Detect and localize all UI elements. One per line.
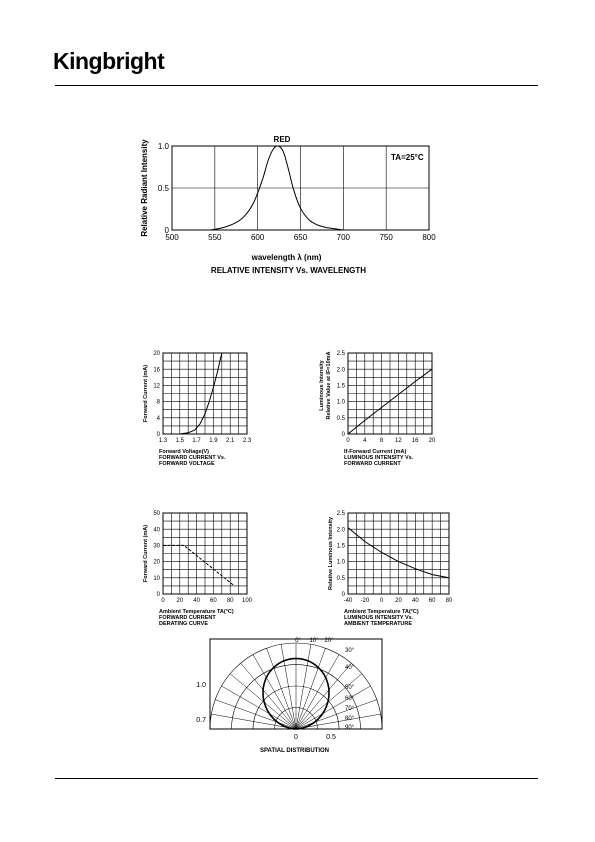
luminous-intensity-vs-current-title: LUMINOUS INTENSITY Vs. (344, 455, 414, 461)
spatial-distribution-angle-label: 10° (309, 638, 319, 644)
spectrum-ytick: 1.0 (157, 141, 169, 151)
forward-current-vs-voltage-xtick: 2.1 (226, 438, 235, 444)
derating-curve-xtick: 40 (193, 598, 200, 604)
derating-curve-xtick: 100 (241, 598, 253, 604)
derating-curve-xtick: 80 (226, 598, 234, 604)
spatial-distribution-angle-label: 80° (345, 716, 355, 722)
forward-current-vs-voltage-xtick: 1.7 (192, 438, 201, 444)
luminous-intensity-vs-current-xtick: 16 (411, 438, 419, 444)
derating-curve-title: FORWARD CURRENT (159, 615, 216, 621)
spectrum-xtick: 650 (293, 233, 308, 242)
forward-current-vs-voltage-title: FORWARD VOLTAGE (159, 461, 215, 467)
luminous-intensity-vs-current-ytick: 1.5 (336, 383, 345, 390)
forward-current-vs-voltage-xlabel: Forward Voltage(V) (159, 449, 210, 455)
derating-curve-xtick: 0 (161, 598, 165, 604)
luminous-intensity-vs-current-ytick: 0.5 (336, 415, 345, 422)
derating-curve-xlabel: Ambient Temperature TA(°C) (159, 609, 234, 615)
luminous-intensity-vs-temperature-xtick: 80 (445, 598, 453, 604)
derating-curve-ytick: 30 (153, 543, 160, 550)
brand-logo: Kingbright (53, 48, 165, 74)
luminous-intensity-vs-temperature-title: LUMINOUS INTENSITY Vs. (344, 615, 414, 621)
derating-curve-title: DERATING CURVE (159, 621, 208, 627)
derating-curve-xtick: 20 (176, 598, 184, 604)
derating-curve-ytick: 50 (153, 511, 160, 518)
forward-current-vs-voltage-xtick: 2.3 (242, 438, 252, 444)
spatial-distribution-angle-label: 20° (324, 638, 334, 644)
luminous-intensity-vs-current-ylabel: Luminous Intensity (319, 360, 325, 411)
spatial-distribution-radial-label: 0 (294, 734, 298, 741)
luminous-intensity-vs-temperature-ytick: 2.0 (336, 527, 345, 534)
forward-current-vs-voltage-ytick: 12 (153, 383, 160, 390)
spectrum-ytick: 0 (164, 225, 169, 235)
luminous-intensity-vs-temperature-ytick: 0 (341, 592, 345, 599)
derating-curve-ytick: 20 (153, 559, 160, 566)
derating-curve-ytick: 10 (153, 575, 160, 582)
spectrum-ytick: 0.5 (157, 183, 169, 193)
luminous-intensity-vs-current-xtick: 8 (379, 438, 384, 444)
spatial-distribution-angle-label: 0° (295, 638, 301, 644)
spectrum-condition: TA=25°C (391, 153, 424, 162)
spatial-distribution-angle-label: 90° (345, 725, 355, 731)
luminous-intensity-vs-current-ytick: 2.5 (336, 351, 345, 358)
spectrum-xtick: 500 (165, 233, 179, 242)
luminous-intensity-vs-current-xtick: 12 (395, 438, 402, 444)
forward-current-vs-voltage-ytick: 0 (156, 432, 160, 439)
luminous-intensity-vs-temperature-xtick: 0 (379, 598, 384, 604)
luminous-intensity-vs-current-ylabel: Relative Value at IF=10mA (326, 351, 332, 420)
derating-curve-ylabel: Forward Current (mA) (143, 524, 149, 583)
luminous-intensity-vs-current-title: FORWARD CURRENT (344, 461, 401, 467)
luminous-intensity-vs-temperature-ytick: 2.5 (336, 511, 345, 518)
forward-current-vs-voltage-xtick: 1.3 (158, 438, 168, 444)
luminous-intensity-vs-current-ytick: 2.0 (336, 367, 345, 374)
spectrum-xtick: 700 (336, 233, 351, 242)
forward-current-vs-voltage-ytick: 8 (156, 399, 160, 406)
luminous-intensity-vs-temperature-xlabel: Ambient Temperature TA(°C) (344, 609, 419, 615)
spatial-distribution-angle-label: 60° (345, 696, 355, 702)
luminous-intensity-vs-temperature-xtick: 60 (428, 598, 436, 604)
derating-curve-ytick: 0 (156, 592, 160, 599)
forward-current-vs-voltage-ytick: 4 (156, 415, 160, 422)
forward-current-vs-voltage-xtick: 1.9 (209, 438, 218, 444)
spatial-distribution-radial-label: 0.7 (196, 717, 206, 724)
spectrum-xtick: 600 (250, 233, 265, 242)
derating-curve-ytick: 40 (153, 527, 160, 534)
spatial-distribution-angle-label: 40° (345, 665, 355, 671)
luminous-intensity-vs-current-xlabel: If-Forward Current (mA) (344, 449, 407, 455)
luminous-intensity-vs-temperature-title: AMBIENT TEMPERATURE (344, 621, 413, 627)
derating-curve-series-line (163, 545, 234, 586)
derating-curve-xtick: 60 (210, 598, 217, 604)
spatial-distribution-angle-label: 50° (345, 685, 355, 691)
forward-current-vs-voltage-xtick: 1.5 (175, 438, 184, 444)
luminous-intensity-vs-temperature-ytick: 1.0 (336, 559, 345, 566)
spatial-distribution-radial-label: 1.0 (196, 682, 206, 689)
luminous-intensity-vs-temperature-xtick: -40 (343, 598, 353, 604)
spatial-distribution-title: SPATIAL DISTRIBUTION (260, 748, 329, 754)
luminous-intensity-vs-temperature-ylabel: Relative Luminous Intensity (328, 516, 334, 591)
spectrum-xtick: 800 (422, 233, 436, 242)
spectrum-xtick: 550 (208, 233, 222, 242)
spectrum-xtick: 750 (379, 233, 393, 242)
luminous-intensity-vs-current-xtick: 20 (428, 438, 436, 444)
forward-current-vs-voltage-ytick: 20 (153, 351, 160, 358)
luminous-intensity-vs-temperature-xtick: -20 (360, 598, 370, 604)
luminous-intensity-vs-current-ytick: 1.0 (336, 399, 345, 406)
luminous-intensity-vs-temperature-xtick: 40 (411, 598, 419, 604)
spectrum-ylabel: Relative Radiant Intensity (140, 139, 149, 237)
forward-current-vs-voltage-ylabel: Forward Current (mA) (143, 364, 149, 423)
spatial-distribution-radial-label: 0.5 (326, 734, 336, 741)
spectrum-xlabel: wavelength λ (nm) (251, 253, 322, 262)
forward-current-vs-voltage-title: FORWARD CURRENT Vs. (159, 455, 226, 461)
luminous-intensity-vs-current-xtick: 4 (363, 438, 367, 444)
luminous-intensity-vs-temperature-ytick: 1.5 (336, 543, 345, 550)
luminous-intensity-vs-temperature-ytick: 0.5 (336, 575, 345, 582)
spectrum-series-label: RED (273, 135, 291, 144)
spatial-distribution-angle-label: 30° (345, 648, 355, 654)
spatial-distribution-angle-label: 70° (345, 706, 355, 712)
luminous-intensity-vs-current-xtick: 0 (346, 438, 350, 444)
luminous-intensity-vs-temperature-xtick: 20 (395, 598, 402, 604)
luminous-intensity-vs-current-ytick: 0 (341, 432, 345, 439)
forward-current-vs-voltage-ytick: 16 (153, 367, 160, 374)
spectrum-title: RELATIVE INTENSITY Vs. WAVELENGTH (210, 266, 367, 275)
